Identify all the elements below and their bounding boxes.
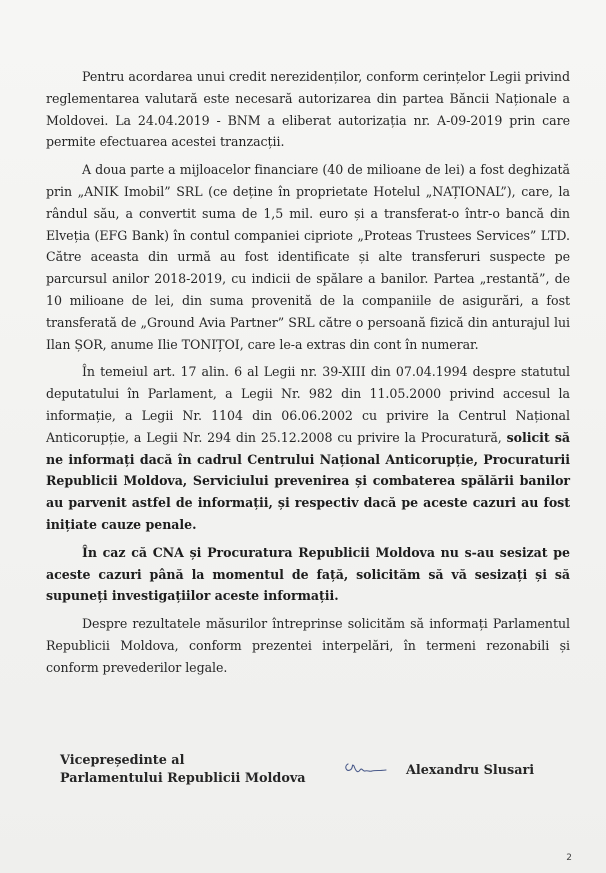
paragraph xyxy=(46,542,570,607)
handwritten-signature-mark xyxy=(342,758,390,780)
bold-text-segment: solicit să ne informați dacă în cadrul Centrului Național Anticorupție, Procuraturii Republicii Moldova, Serviciului prevenirea și combaterea spălării banilor au parvenit astfel de informații, și respectiv dacă pe aceste cazuri au fost inițiate cauze penale. xyxy=(46,429,570,532)
paragraph xyxy=(46,66,570,153)
text-segment: Despre rezultatele măsurilor întreprinse solicităm să informați Parlamentul Republicii Moldova, conform prezentei interpelări, în termeni rezonabili și conform prevederilor legale. xyxy=(46,616,570,675)
document-body xyxy=(46,66,570,685)
text-segment: Pentru acordarea unui credit nerezidenților, conform cerințelor Legii privind reglementarea valutară este necesară autorizarea din partea Băncii Naționale a Moldovei. La 24.04.2019 - BNM a eliberat autorizația nr. A-09-2019 prin care permite efectuarea acestei tranzacții. xyxy=(46,69,570,150)
text-segment: A doua parte a mijloacelor financiare (40 de milioane de lei) a fost deghizată prin „ANIK Imobil” SRL (ce deține în proprietate Hotelul „NAȚIONAL”), care, la rândul său, a convertit suma de 1,5 mil. euro și a transferat-o într-o bancă din Elveția (EFG Bank) în contul companiei cipriote „Proteas Trustees Services” LTD. Către aceasta din urmă au fost identificate și alte transferuri suspecte pe parcursul anilor 2018-2019, cu indicii de spălare a banilor. Partea „restantă”, de 10 milioane de lei, din suma provenită de la companiile de asigurări, a fost transferată de „Ground Avia Partner” SRL către o persoană fizică din anturajul lui Ilan ȘOR, anume Ilie TONIȚOI, care le-a extras din cont în numerar. xyxy=(46,162,570,352)
bold-text-segment: În caz că CNA și Procuratura Republicii Moldova nu s-au sesizat pe aceste cazuri până la momentul de față, solicităm să vă sesizați și să supuneți investigațiilor aceste informații. xyxy=(46,544,570,604)
signatory-title-line-2: Parlamentului Republicii Moldova xyxy=(60,771,306,786)
signatory-name: Alexandru Slusari xyxy=(406,763,535,778)
page-number: 2 xyxy=(566,853,572,863)
signatory-title-line-1: Vicepreședinte al xyxy=(60,753,185,768)
text-segment: În temeiul art. 17 alin. 6 al Legii nr. 39-XIII din 07.04.1994 despre statutul deputatului în Parlament, a Legii Nr. 982 din 11.05.2000 privind accesul la informație, a Legii Nr. 1104 din 06.06.2002 cu privire la Centrul Național Anticorupție, a Legii Nr. 294 din 25.12.2008 cu privire la Procuratură, xyxy=(46,364,570,445)
paragraph xyxy=(46,361,570,535)
paragraph xyxy=(46,613,570,678)
paragraph xyxy=(46,159,570,355)
signature-block xyxy=(60,752,560,788)
